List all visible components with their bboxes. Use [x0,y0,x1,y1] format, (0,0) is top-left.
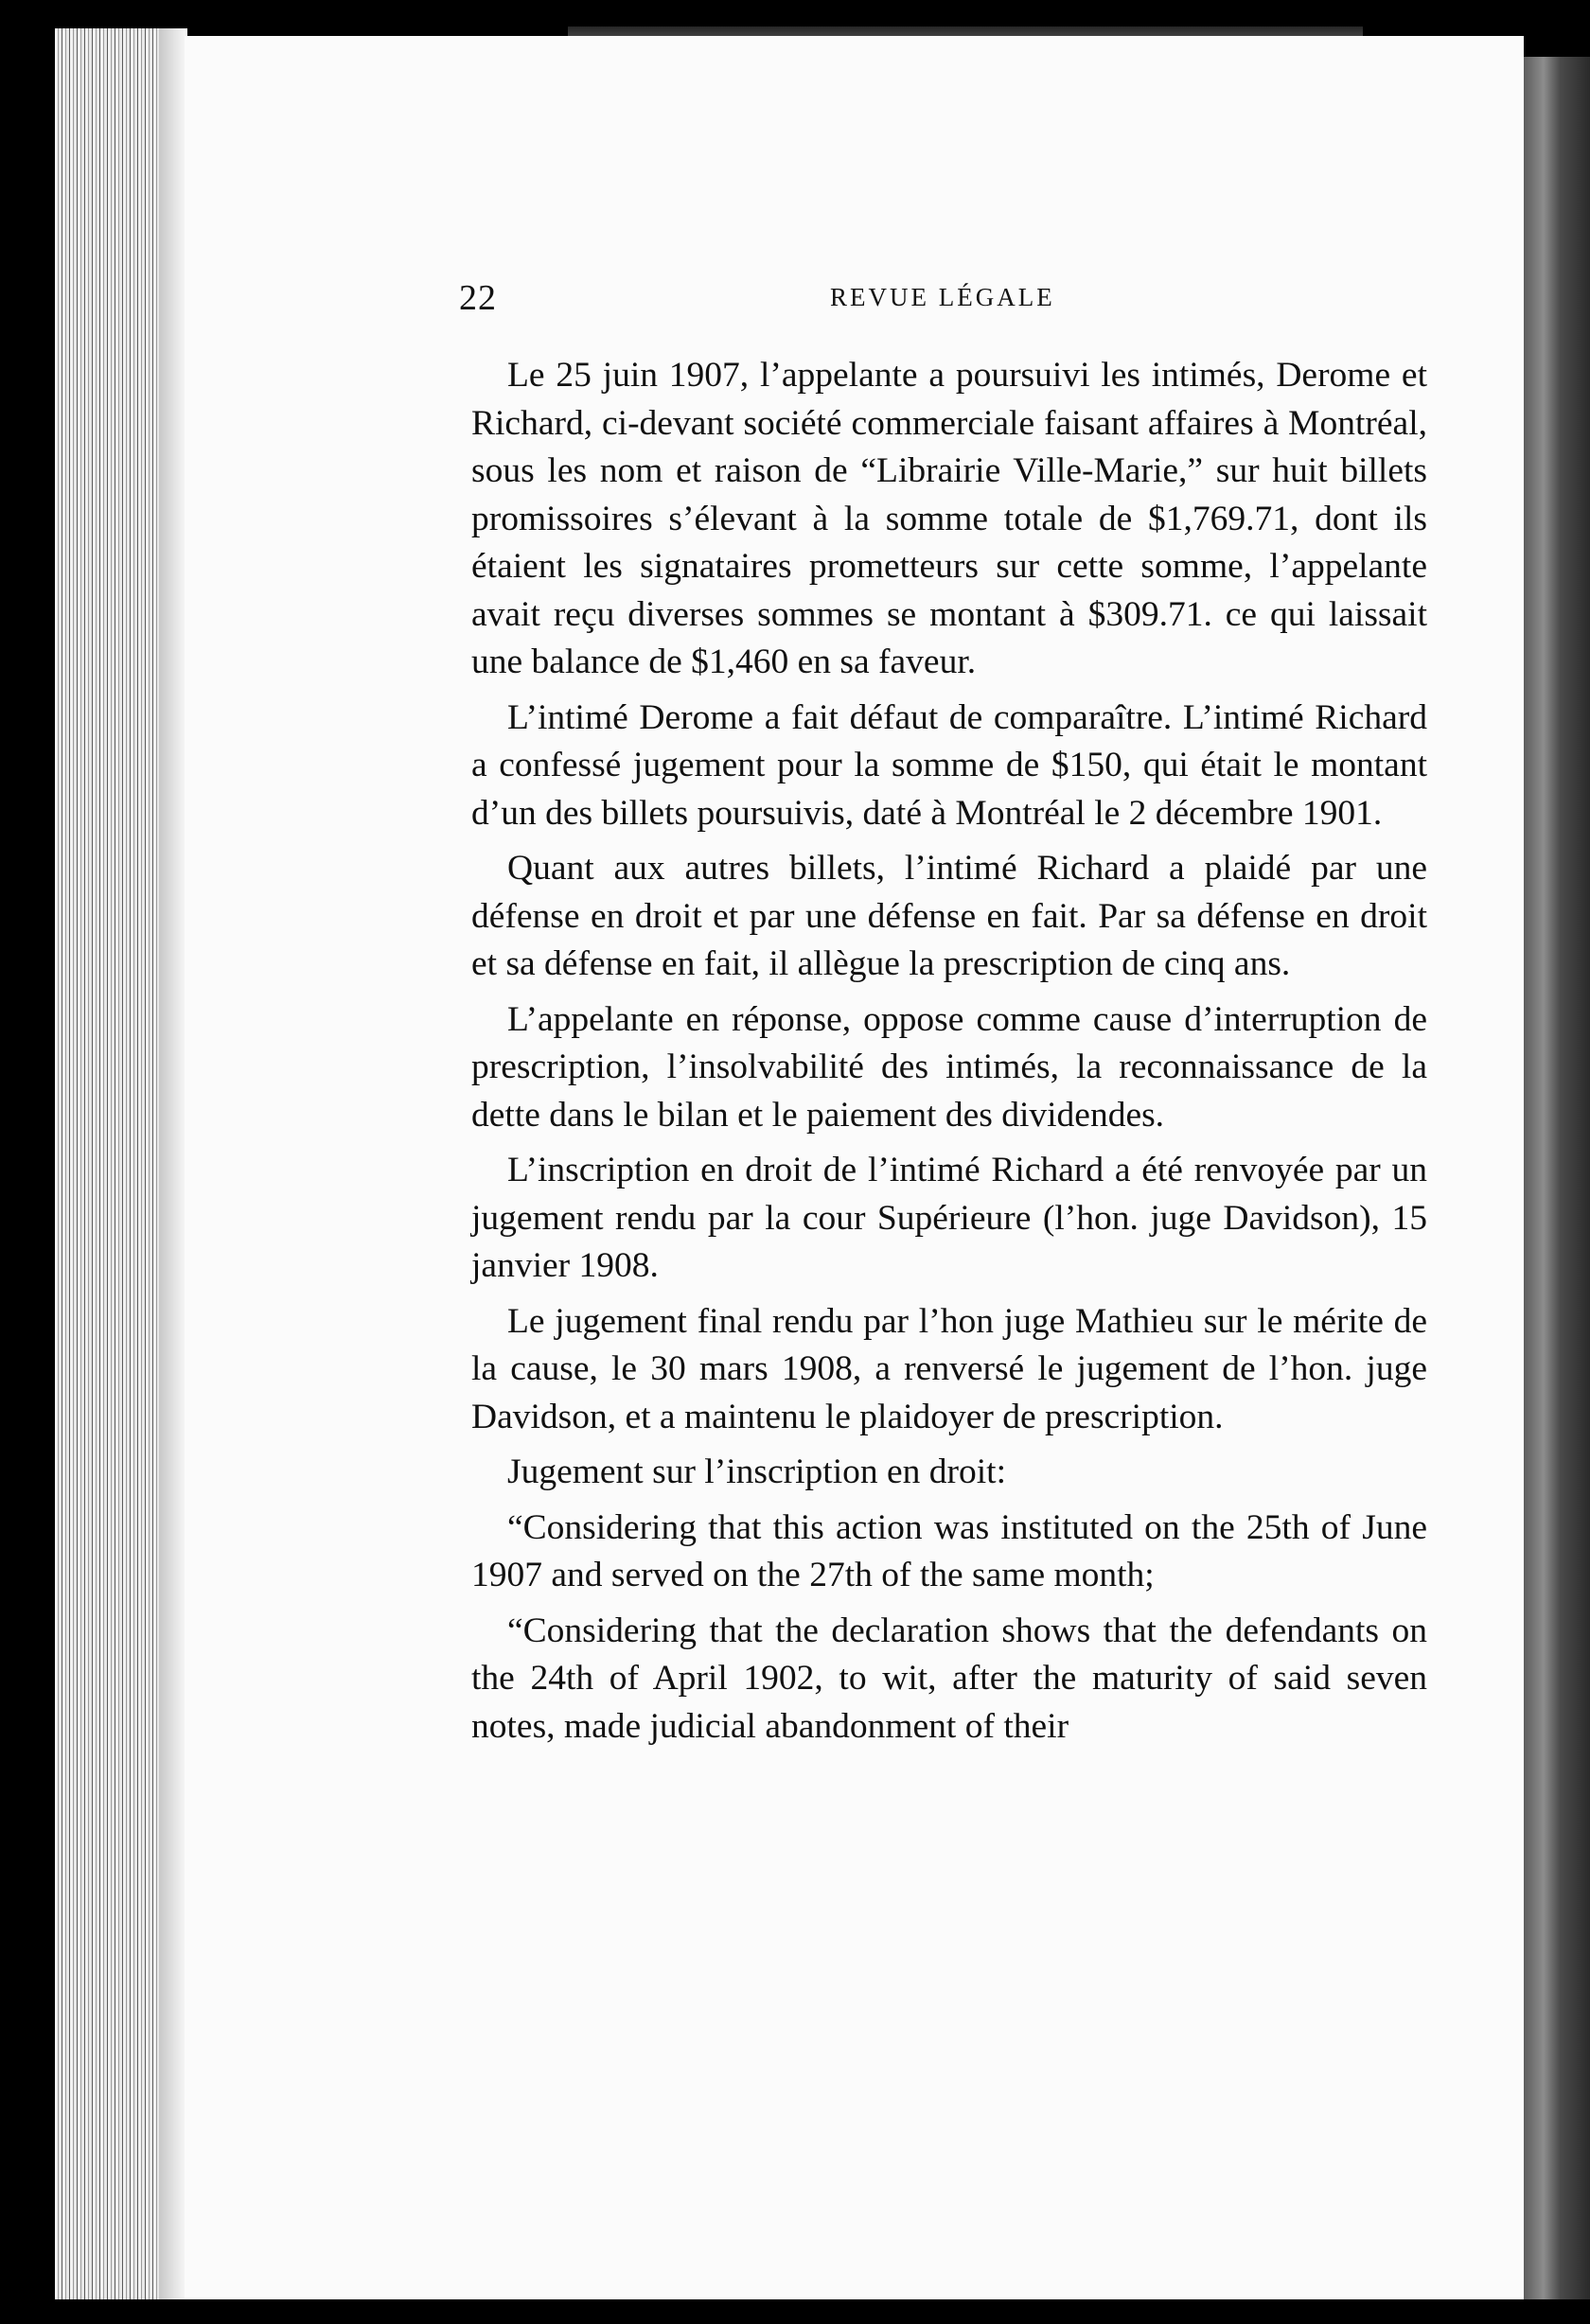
running-title: REVUE LÉGALE [830,283,1055,311]
page-number: 22 [459,278,497,318]
body-text [471,352,1427,1751]
paragraph: Le jugement final rendu par l’hon juge Mathieu sur le mérite de la cause, le 30 mars 1908, a renversé le jugement de l’hon. juge Davidson, et a maintenu le plaidoyer de prescription. [471,1301,1427,1436]
paragraph: Le 25 juin 1907, l’appelante a poursuivi les intimés, Derome et Richard, ci-devant société commerciale faisant affaires à Montréal, sous les nom et raison de “Librairie Ville-Marie,” sur huit billets promissoires s’élevant à la somme totale de $1,769.71, dont ils étaient les signataires prometteurs sur cette somme, l’appelante avait reçu diverses sommes se montant à $309.71. ce qui laissait une balance de $1,460 en sa faveur. [471,356,1427,681]
paragraph: “Considering that this action was instituted on the 25th of June 1907 and served on the 27th of the same month; [471,1507,1427,1594]
paragraph: L’intimé Derome a fait défaut de comparaître. L’intimé Richard a confessé jugement pour la somme de $150, qui était le montant d’un des billets poursuivis, daté à Montréal le 2 décembre 1901. [471,697,1427,833]
running-head [459,277,1065,318]
paragraph: “Considering that the declaration shows that the defendants on the 24th of April 1902, to wit, after the maturity of said seven notes, made judicial abandonment of their [471,1611,1427,1746]
paragraph: Jugement sur l’inscription en droit: [507,1452,1006,1491]
paragraph: L’appelante en réponse, oppose comme cause d’interruption de prescription, l’insolvabilité des intimés, la reconnaissance de la dette dans le bilan et le paiement des dividendes. [471,999,1427,1135]
book-left-edge [55,28,187,2299]
paragraph: L’inscription en droit de l’intimé Richard a été renvoyée par un jugement rendu par la cour Supérieure (l’hon. juge Davidson), 15 janvier 1908. [471,1151,1427,1285]
book-right-edge [1524,57,1590,2299]
paragraph: Quant aux autres billets, l’intimé Richard a plaidé par une défense en droit et par une défense en fait. Par sa défense en droit et sa défense en fait, il allègue la prescription de cinq ans. [471,849,1427,983]
